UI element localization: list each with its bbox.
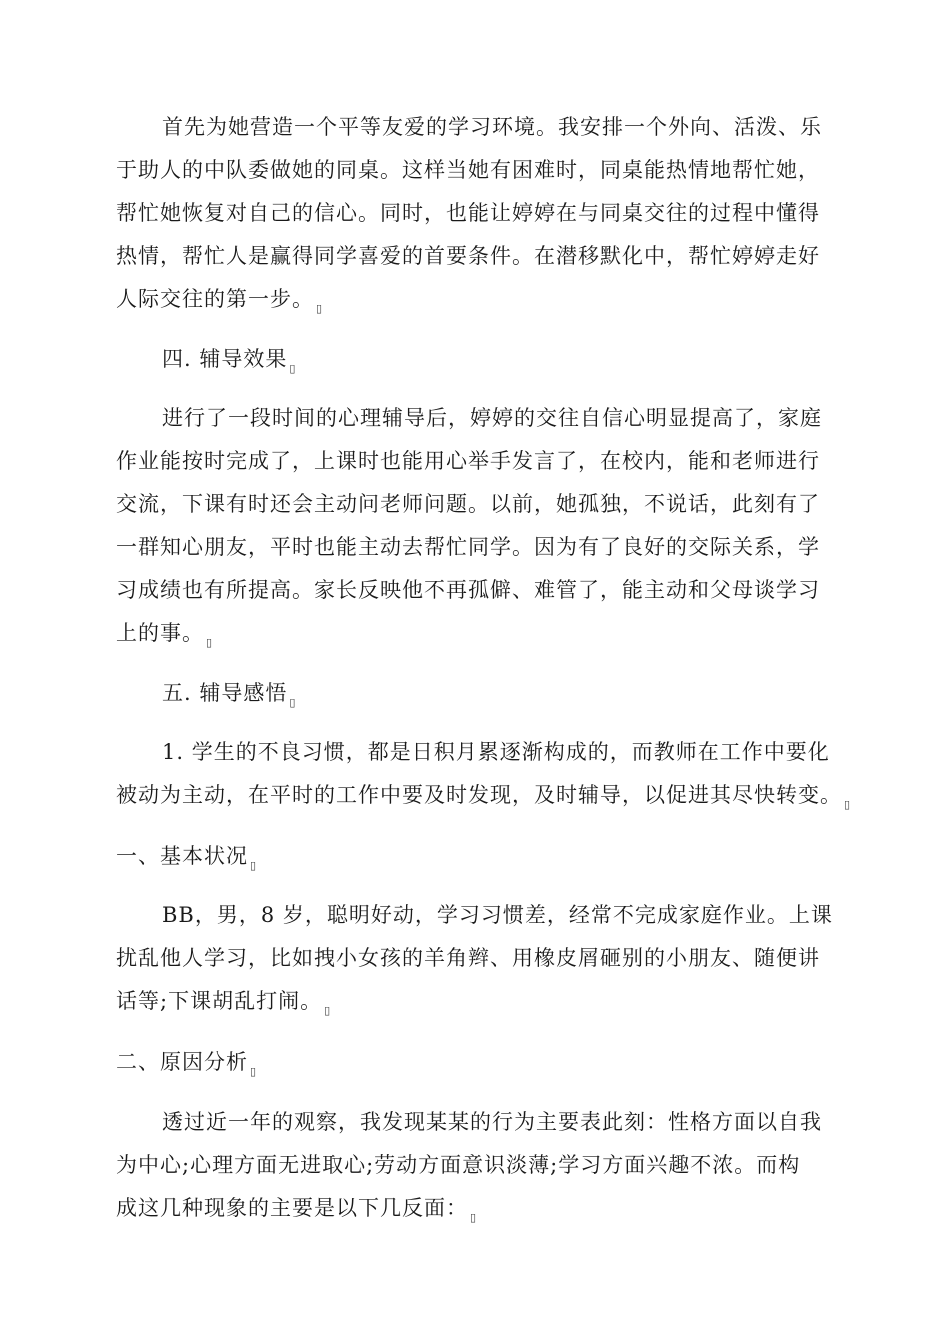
paragraph-9-line-3-text: 成这几种现象的主要是以下几反面：	[116, 1196, 468, 1220]
paragraph-7-line-1: BB，男，8 岁，聪明好动，学习习惯差，经常不完成家庭作业。上课	[162, 903, 833, 927]
paragraph-3-line-1: 进行了一段时间的心理辅导后，婷婷的交往自信心明显提高了，家庭	[162, 406, 822, 430]
paragraph-end-mark: ▯	[844, 798, 852, 811]
heading-counseling-reflection-text: 五. 辅导感悟	[162, 681, 288, 705]
paragraph-3-line-6-text: 上的事。	[116, 621, 204, 645]
paragraph-7-line-3-text: 话等;下课胡乱打闹。	[116, 989, 323, 1013]
heading-counseling-reflection	[162, 680, 296, 716]
paragraph-3-line-2: 作业能按时完成了，上课时也能用心举手发言了，在校内，能和老师进行	[116, 449, 820, 473]
paragraph-3-line-4: 一群知心朋友，平时也能主动去帮忙同学。因为有了良好的交际关系，学	[116, 535, 820, 559]
paragraph-3-line-6	[116, 620, 213, 656]
paragraph-7-line-3	[116, 988, 331, 1024]
paragraph-end-mark: ▯	[316, 302, 324, 315]
paragraph-7-line-2: 扰乱他人学习，比如拽小女孩的羊角辫、用橡皮屑砸别的小朋友、随便讲	[116, 946, 820, 970]
paragraph-9-line-2: 为中心;心理方面无进取心;劳动方面意识淡薄;学习方面兴趣不浓。而构	[116, 1153, 801, 1177]
heading-cause-analysis	[116, 1049, 257, 1085]
paragraph-end-mark: ▯	[289, 696, 297, 709]
paragraph-end-mark: ▯	[206, 636, 214, 649]
paragraph-end-mark: ▯	[324, 1004, 332, 1017]
paragraph-1-line-5-text: 人际交往的第一步。	[116, 287, 314, 311]
paragraph-5-line-2	[116, 782, 851, 818]
paragraph-9-line-1: 透过近一年的观察，我发现某某的行为主要表此刻：性格方面以自我	[162, 1110, 822, 1134]
heading-basic-situation-text: 一、基本状况	[116, 844, 248, 868]
paragraph-end-mark: ▯	[250, 859, 258, 872]
heading-counseling-effect-text: 四. 辅导效果	[162, 347, 288, 371]
heading-cause-analysis-text: 二、原因分析	[116, 1050, 248, 1074]
paragraph-1-line-2: 于助人的中队委做她的同桌。这样当她有困难时，同桌能热情地帮忙她，	[116, 158, 820, 182]
paragraph-1-line-4: 热情，帮忙人是赢得同学喜爱的首要条件。在潜移默化中，帮忙婷婷走好	[116, 244, 820, 268]
paragraph-end-mark: ▯	[470, 1211, 478, 1224]
paragraph-1-line-3: 帮忙她恢复对自己的信心。同时，也能让婷婷在与同桌交往的过程中懂得	[116, 201, 820, 225]
paragraph-5-line-1: 1. 学生的不良习惯，都是日积月累逐渐构成的，而教师在工作中要化	[162, 740, 830, 764]
paragraph-3-line-3: 交流，下课有时还会主动问老师问题。以前，她孤独，不说话，此刻有了	[116, 492, 820, 516]
paragraph-1-line-1: 首先为她营造一个平等友爱的学习环境。我安排一个外向、活泼、乐	[162, 115, 822, 139]
paragraph-5-line-2-text: 被动为主动，在平时的工作中要及时发现，及时辅导，以促进其尽快转变。	[116, 783, 842, 807]
paragraph-end-mark: ▯	[250, 1065, 258, 1078]
paragraph-3-line-5: 习成绩也有所提高。家长反映他不再孤僻、难管了，能主动和父母谈学习	[116, 578, 820, 602]
paragraph-1-line-5	[116, 286, 323, 322]
paragraph-9-line-3	[116, 1195, 477, 1231]
heading-counseling-effect	[162, 346, 296, 382]
heading-basic-situation	[116, 843, 257, 879]
paragraph-end-mark: ▯	[289, 362, 297, 375]
